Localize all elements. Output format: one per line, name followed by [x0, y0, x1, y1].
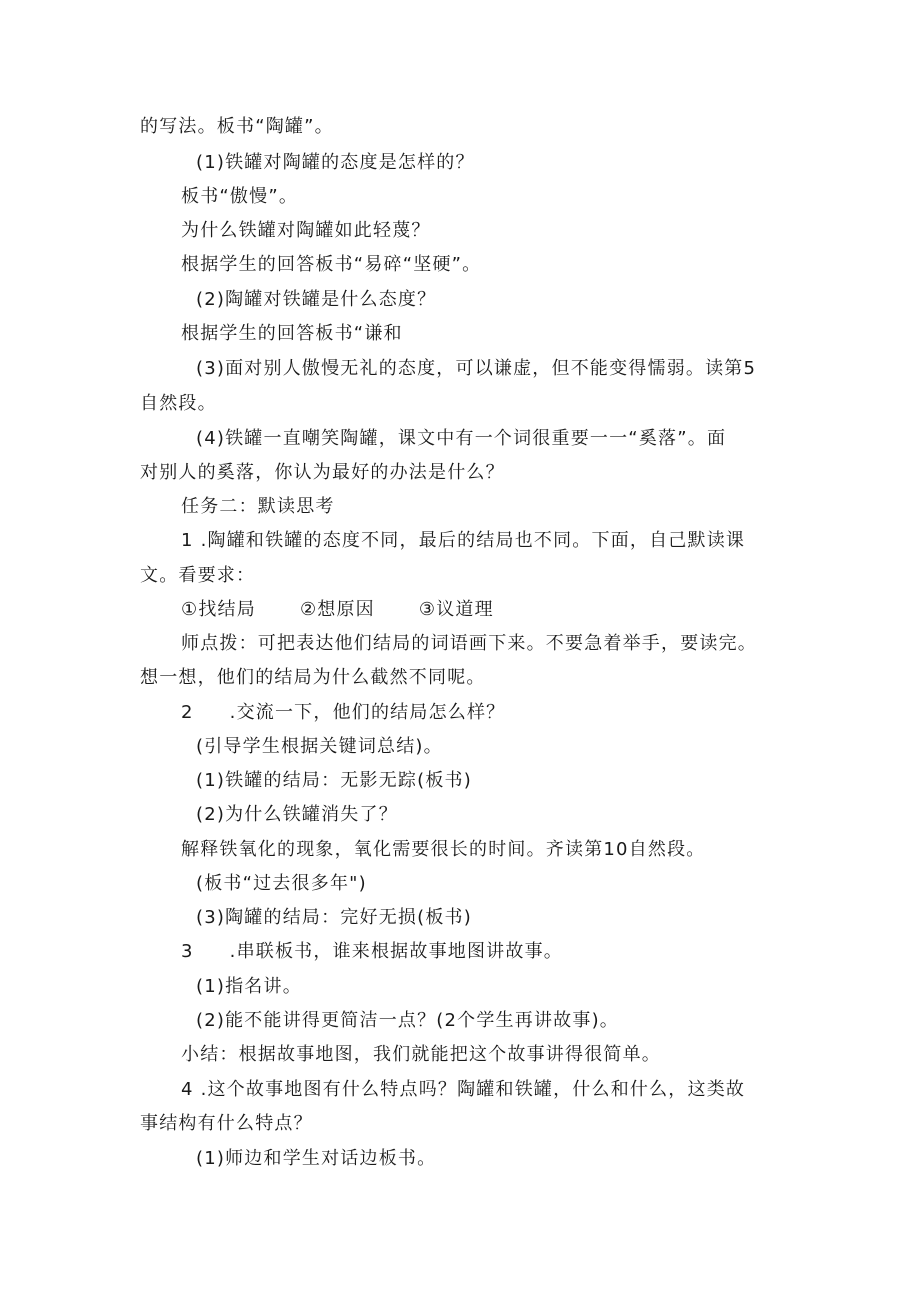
text-line: (2)能不能讲得更简洁一点？(2个学生再讲故事)。	[196, 1010, 619, 1031]
item-text: .交流一下，他们的结局怎么样？	[229, 702, 506, 723]
text-line: (3)面对别人傲慢无礼的态度，可以谦虚，但不能变得懦弱。读第5	[196, 358, 757, 379]
requirement-item: ②想原因	[299, 599, 375, 620]
section-heading: 任务二：默读思考	[181, 496, 335, 517]
requirement-item: ①找结局	[181, 599, 256, 620]
text-line: (1)铁罐对陶罐的态度是怎样的？	[196, 152, 475, 173]
text-line: 对别人的奚落，你认为最好的办法是什么？	[140, 462, 505, 483]
text-line: 解释铁氧化的现象，氧化需要很长的时间。齐读第10自然段。	[181, 839, 706, 860]
text-line: 为什么铁罐对陶罐如此轻蔑？	[181, 220, 431, 241]
text-line: (1)铁罐的结局：无影无踪(板书)	[196, 770, 472, 791]
text-line: 自然段。	[140, 393, 217, 414]
text-line: (1)指名讲。	[196, 976, 302, 997]
text-line: 的写法。板书“陶罐”。	[140, 116, 334, 137]
text-line: (4)铁罐一直嘲笑陶罐，课文中有一个词很重要一一“奚落”。面	[196, 428, 727, 449]
text-line: (1)师边和学生对话边板书。	[196, 1148, 437, 1169]
requirements-row	[181, 598, 494, 622]
numbered-line	[181, 701, 505, 725]
text-line: (引导学生根据关键词总结)。	[196, 736, 443, 757]
text-line: 师点拨：可把表达他们结局的词语画下来。不要急着举手，要读完。	[181, 633, 757, 654]
item-text: .串联板书，谁来根据故事地图讲故事。	[229, 941, 563, 962]
text-line: 小结：根据故事地图，我们就能把这个故事讲得很简单。	[181, 1044, 661, 1065]
text-line: 文。看要求：	[140, 565, 256, 586]
text-line: 根据学生的回答板书“谦和	[181, 323, 403, 344]
text-line: 1 .陶罐和铁罐的态度不同，最后的结局也不同。下面，自己默读课	[181, 530, 746, 551]
text-line: (3)陶罐的结局：完好无损(板书)	[196, 907, 472, 928]
numbered-line	[181, 940, 563, 964]
item-number: 2	[181, 702, 194, 723]
text-line: 根据学生的回答板书“易碎“坚硬”。	[181, 254, 482, 275]
text-line: 想一想，他们的结局为什么截然不同呢。	[140, 667, 486, 688]
item-number: 3	[181, 941, 194, 962]
text-line: 4 .这个故事地图有什么特点吗？陶罐和铁罐，什么和什么，这类故	[181, 1079, 746, 1100]
text-line: (板书“过去很多年")	[196, 873, 367, 894]
requirement-item: ③议道理	[418, 599, 494, 620]
text-line: (2)陶罐对铁罐是什么态度？	[196, 289, 437, 310]
text-line: 板书“傲慢”。	[181, 186, 299, 207]
text-line: 事结构有什么特点？	[140, 1113, 313, 1134]
text-line: (2)为什么铁罐消失了？	[196, 804, 398, 825]
